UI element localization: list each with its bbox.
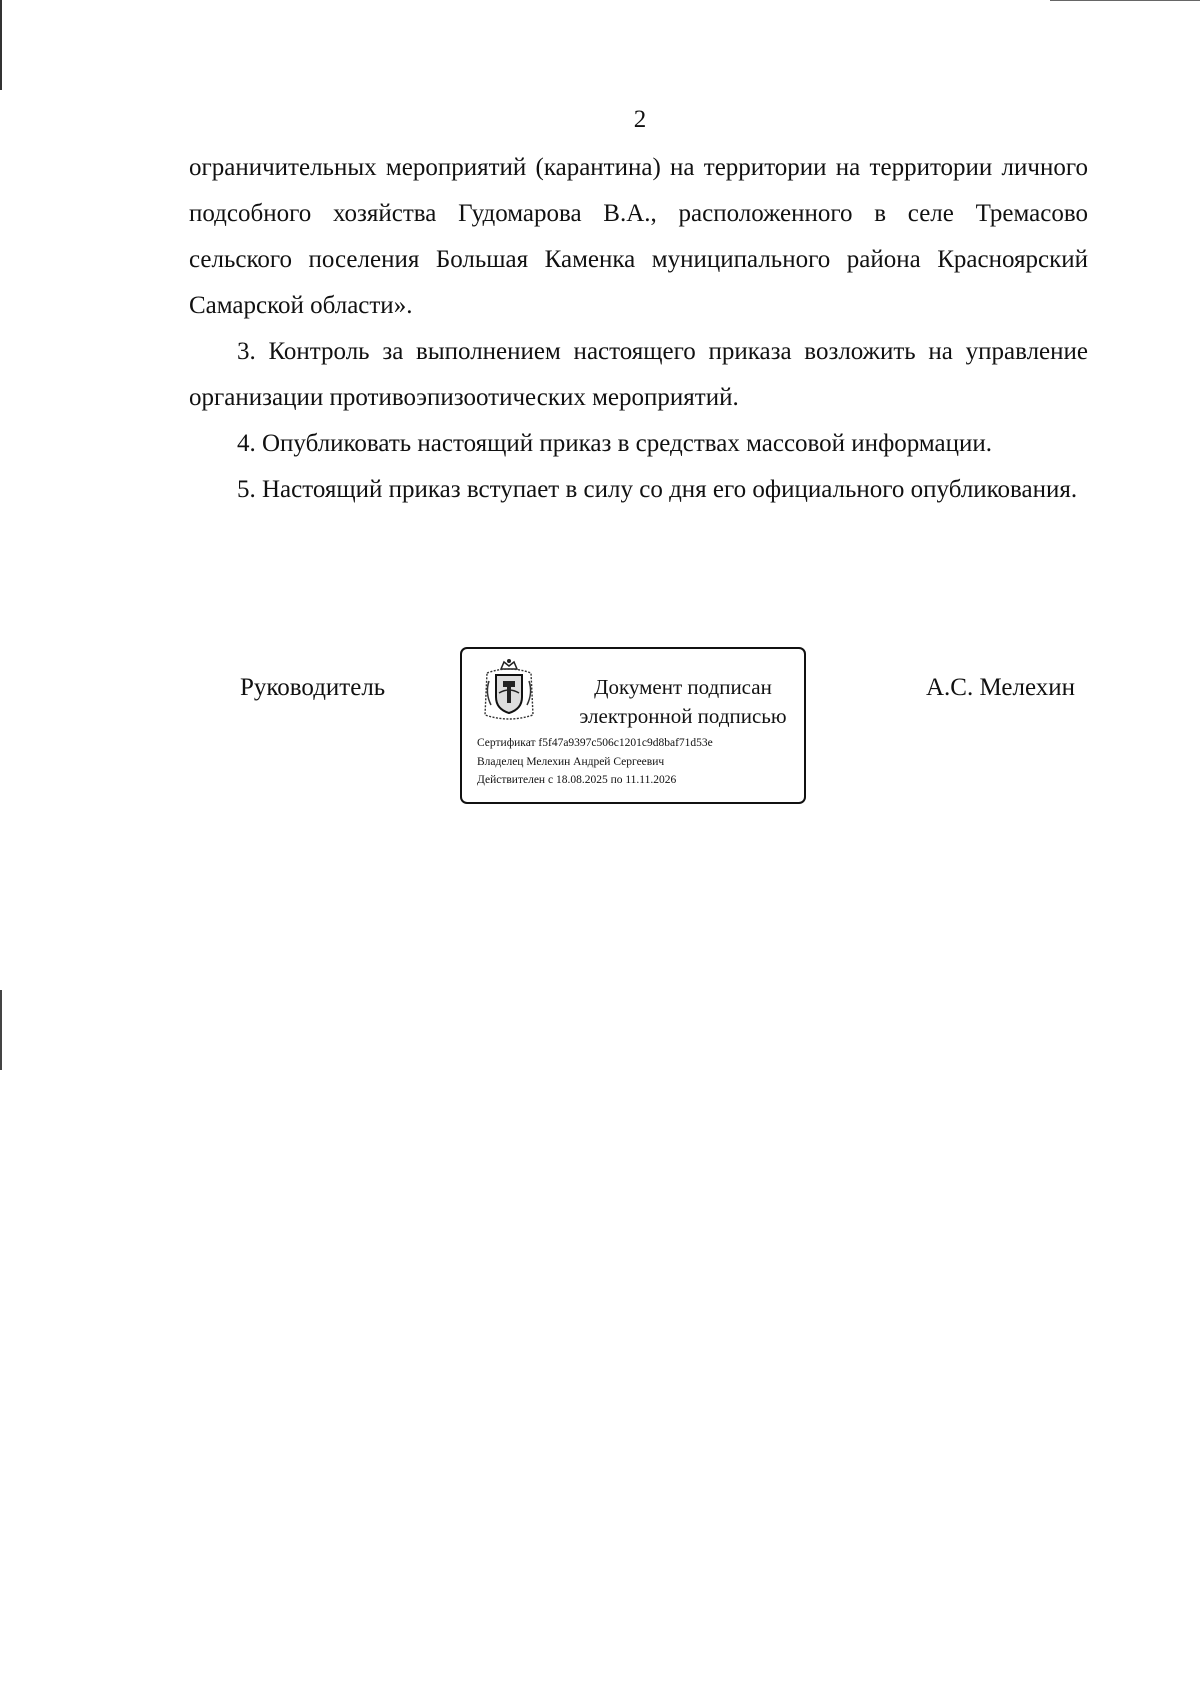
paragraph-continuation: ограничительных мероприятий (карантина) на территории на территории личного подсобного хозяйства Гудомарова В.А., расположенного в селе Тремасово сельского поселения Большая Каменка муниципального района Красноярский Самарской области». [189,154,1088,319]
stamp-heading-line: электронной подписью [579,704,787,728]
document-body [189,145,1088,513]
signer-position: Руководитель [240,674,386,701]
scan-edge-artifact [1050,0,1200,1]
paragraph-item-3: 3. Контроль за выполнением настоящего приказа возложить на управление организации противоэпизоотических мероприятий. [189,338,1088,411]
stamp-heading [558,673,808,731]
signer-name: А.С. Мелехин [926,674,1075,701]
paragraph-item-5: 5. Настоящий приказ вступает в силу со дня его официального опубликования. [237,476,1078,503]
scan-edge-artifact [0,0,2,90]
paragraph-item-4: 4. Опубликовать настоящий приказ в средствах массовой информации. [237,430,993,457]
stamp-owner: Владелец Мелехин Андрей Сергеевич [477,756,665,768]
stamp-certificate: Сертификат f5f47a9397c506c1201c9d8baf71d53e [477,737,713,749]
stamp-validity: Действителен с 18.08.2025 по 11.11.2026 [477,774,677,786]
electronic-signature-stamp [460,647,806,804]
scan-edge-artifact [0,990,2,1070]
coat-of-arms-icon [481,657,537,723]
stamp-heading-line: Документ подписан [594,675,772,699]
page-number: 2 [633,106,647,133]
